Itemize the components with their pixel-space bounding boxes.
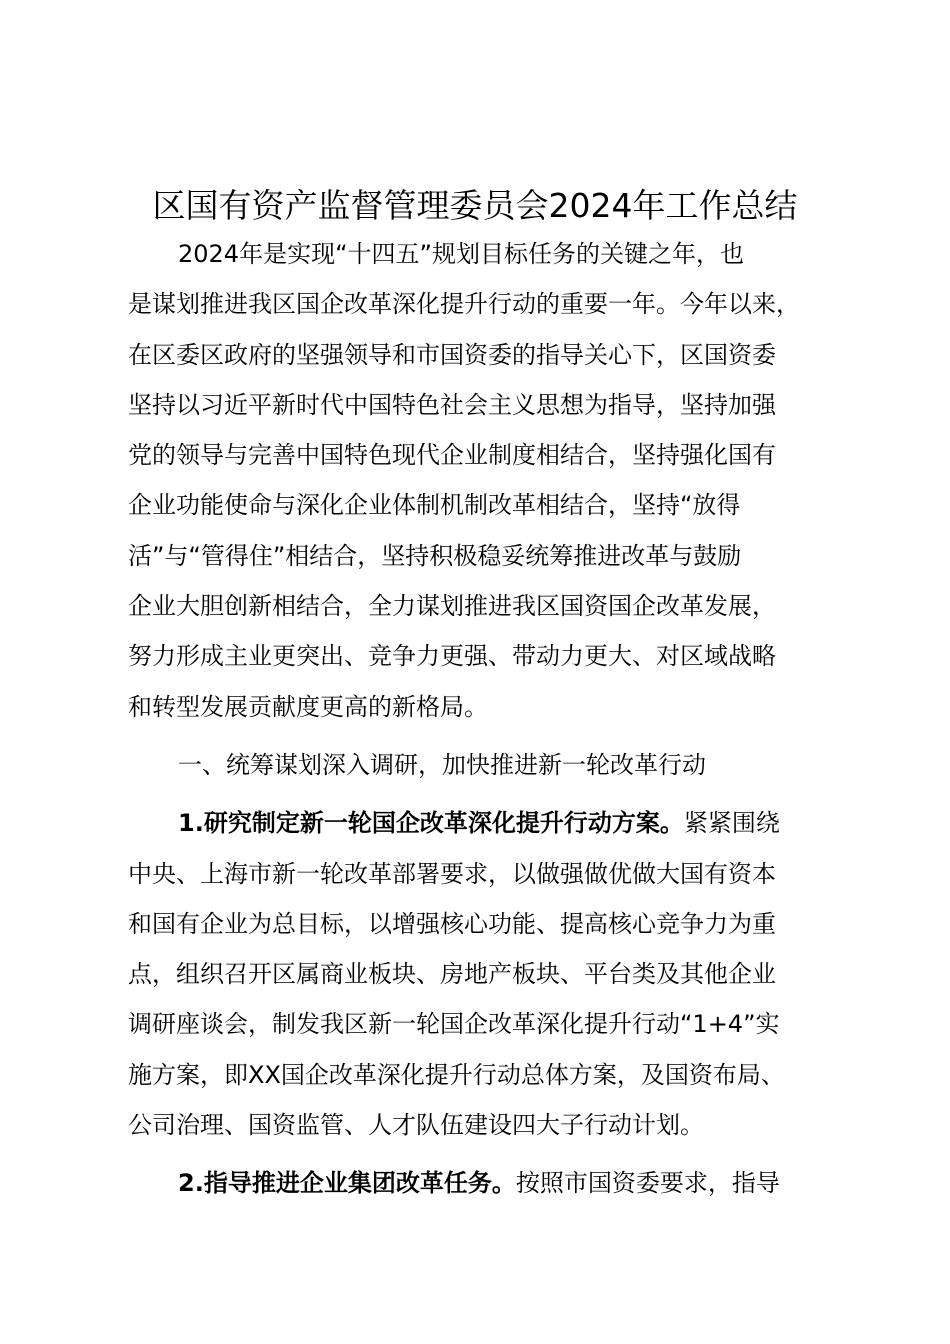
item-1-line: 施方案，即XX国企改革深化提升行动总体方案，及国资布局、 <box>128 1060 785 1089</box>
item-1-line: 中央、上海市新一轮改革部署要求，以做强做优做大国有资本 <box>128 859 776 888</box>
item-1-first-line-rest: 紧紧围绕 <box>683 809 780 838</box>
intro-line: 企业功能使命与深化企业体制机制改革相结合，坚持“放得 <box>128 491 741 520</box>
item-2-first-line-rest: 按照市国资委要求，指导 <box>515 1169 780 1198</box>
item-2-first-line <box>128 1158 850 1208</box>
item-1-line: 调研座谈会，制发我区新一轮国企改革深化提升行动“1+4”实 <box>128 1010 780 1039</box>
item-1-paragraph <box>128 798 850 1150</box>
intro-line: 是谋划推进我区国企改革深化提升行动的重要一年。今年以来， <box>128 290 800 319</box>
document-title: 区国有资产监督管理委员会2024年工作总结 <box>152 186 798 225</box>
item-2-paragraph <box>128 1158 850 1208</box>
intro-line: 活”与“管得住”相结合，坚持积极稳妥统筹推进改革与鼓励 <box>128 541 742 570</box>
intro-line: 党的领导与完善中国特色现代企业制度相结合，坚持强化国有 <box>128 441 776 470</box>
item-1-line: 和国有企业为总目标，以增强核心功能、提高核心竞争力为重 <box>128 909 776 938</box>
document-body <box>128 229 850 1209</box>
section-heading: 一、统筹谋划深入调研，加快推进新一轮改革行动 <box>178 750 706 779</box>
intro-paragraph <box>128 229 850 732</box>
item-1-line: 公司治理、国资监管、人才队伍建设四大子行动计划。 <box>128 1111 704 1140</box>
item-1-bold-lead: 1.研究制定新一轮国企改革深化提升行动方案。 <box>178 809 684 838</box>
item-1-line: 点，组织召开区属商业板块、房地产板块、平台类及其他企业 <box>128 960 776 989</box>
intro-line: 在区委区政府的坚强领导和市国资委的指导关心下，区国资委 <box>128 340 776 369</box>
intro-line: 2024年是实现“十四五”规划目标任务的关键之年，也 <box>178 240 744 268</box>
intro-line: 企业大胆创新相结合，全力谋划推进我区国资国企改革发展， <box>128 592 776 621</box>
item-2-bold-lead: 2.指导推进企业集团改革任务。 <box>178 1169 516 1198</box>
intro-line: 坚持以习近平新时代中国特色社会主义思想为指导，坚持加强 <box>128 390 776 419</box>
intro-line: 和转型发展贡献度更高的新格局。 <box>128 692 488 721</box>
intro-line: 努力形成主业更突出、竞争力更强、带动力更大、对区域战略 <box>128 642 776 671</box>
item-1-first-line <box>128 798 850 848</box>
